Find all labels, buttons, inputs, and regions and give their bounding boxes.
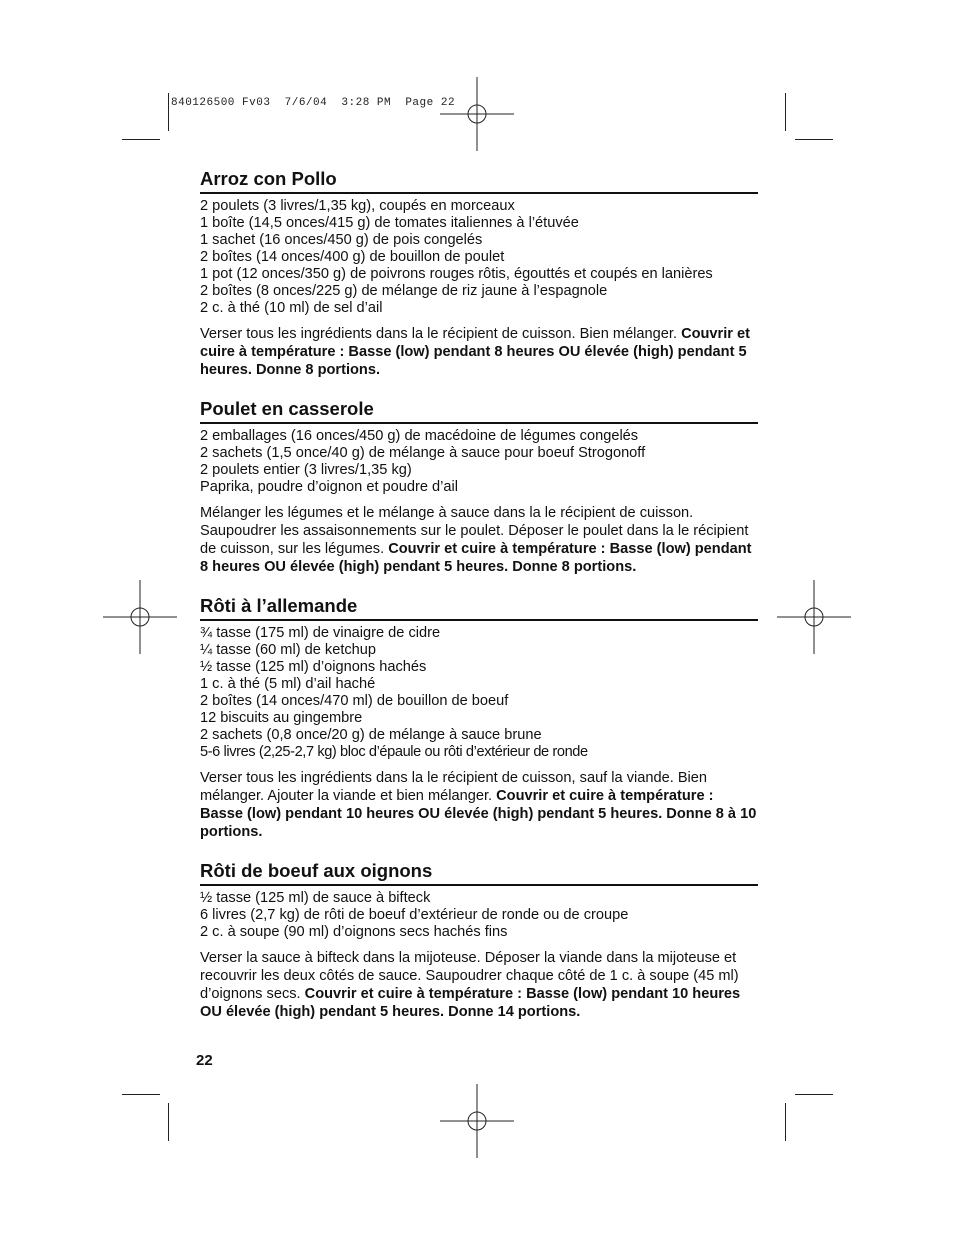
ingredient-item: 12 biscuits au gingembre bbox=[200, 710, 363, 726]
ingredient-item: 2 emballages (16 onces/450 g) de macédoine de légumes congelés bbox=[200, 428, 639, 444]
instruction-text: Verser tous les ingrédients dans la le récipient de cuisson. Bien mélanger. bbox=[200, 326, 682, 342]
crop-mark-top-left-horizontal bbox=[122, 139, 160, 140]
crop-mark-bottom-right-horizontal bbox=[795, 1094, 833, 1095]
ingredient-item: 2 boîtes (14 onces/400 g) de bouillon de poulet bbox=[200, 249, 505, 265]
ingredient-item: 2 c. à thé (10 ml) de sel d’ail bbox=[200, 300, 383, 316]
print-slug: 840126500 Fv03 7/6/04 3:28 PM Page 22 bbox=[171, 97, 456, 109]
ingredient-item: Paprika, poudre d’oignon et poudre d’ail bbox=[200, 479, 459, 495]
recipe-arroz-con-pollo bbox=[200, 168, 758, 379]
ingredient-item: ½ tasse (125 ml) de sauce à bifteck bbox=[200, 890, 431, 906]
cooking-directions: Couvrir et cuire à température : Basse (low) pendant 8 heures OU élevée (high) pendant 5 heures. Donne 8 portions. bbox=[200, 326, 750, 378]
cooking-directions: Couvrir et cuire à température : Basse (low) pendant 10 heures OU élevée (high) pendant 5 heures. Donne 14 portions. bbox=[200, 986, 741, 1020]
ingredient-item: ½ tasse (125 ml) d’oignons hachés bbox=[200, 659, 427, 675]
recipe-instructions bbox=[200, 504, 758, 576]
registration-mark-top-icon bbox=[440, 77, 514, 151]
ingredient-item: 2 boîtes (14 onces/470 ml) de bouillon de boeuf bbox=[200, 693, 509, 709]
crop-mark-top-right-horizontal bbox=[795, 139, 833, 140]
ingredient-list bbox=[200, 198, 758, 317]
ingredient-list bbox=[200, 890, 758, 941]
recipe-poulet-en-casserole bbox=[200, 398, 758, 576]
registration-mark-left-icon bbox=[103, 580, 177, 654]
instruction-text: Mélanger les légumes et le mélange à sauce dans la le récipient de cuisson. Saupoudrer les assaisonnements sur le poulet. Déposer le poulet dans la le récipient de cuisson, sur les légumes. bbox=[200, 505, 749, 557]
ingredient-item: 1 sachet (16 onces/450 g) de pois congelés bbox=[200, 232, 483, 248]
ingredient-item: 2 c. à soupe (90 ml) d’oignons secs hachés fins bbox=[200, 924, 508, 940]
registration-mark-right-icon bbox=[777, 580, 851, 654]
ingredient-item: 1 boîte (14,5 onces/415 g) de tomates italiennes à l’étuvée bbox=[200, 215, 579, 231]
recipe-page-content bbox=[200, 168, 758, 1040]
ingredient-item: ¾ tasse (175 ml) de vinaigre de cidre bbox=[200, 625, 441, 641]
ingredient-item: 6 livres (2,7 kg) de rôti de boeuf d’extérieur de ronde ou de croupe bbox=[200, 907, 629, 923]
ingredient-item: 2 sachets (1,5 once/40 g) de mélange à sauce pour boeuf Strogonoff bbox=[200, 445, 646, 461]
recipe-title: Rôti de boeuf aux oignons bbox=[200, 860, 758, 886]
recipe-title: Arroz con Pollo bbox=[200, 168, 758, 194]
instruction-text: Verser tous les ingrédients dans la le récipient de cuisson, sauf la viande. Bien mélanger. Ajouter la viande et bien mélanger. bbox=[200, 770, 708, 804]
instruction-text: Verser la sauce à bifteck dans la mijoteuse. Déposer la viande dans la mijoteuse et recouvrir les deux côtés de sauce. Saupoudrer chaque côté de 1 c. à soupe (45 ml) d’oignons secs. bbox=[200, 950, 739, 1002]
cooking-directions: Couvrir et cuire à température : Basse (low) pendant 10 heures OU élevée (high) pendant 5 heures. Donne 8 à 10 portions. bbox=[200, 788, 757, 840]
recipe-roti-boeuf-oignons bbox=[200, 860, 758, 1021]
recipe-instructions bbox=[200, 949, 758, 1021]
recipe-instructions bbox=[200, 769, 758, 841]
crop-mark-top-left-vertical bbox=[168, 93, 169, 131]
ingredient-item: 2 poulets (3 livres/1,35 kg), coupés en morceaux bbox=[200, 198, 515, 214]
ingredient-item: 1 c. à thé (5 ml) d’ail haché bbox=[200, 676, 376, 692]
recipe-instructions bbox=[200, 325, 758, 379]
ingredient-item: 2 sachets (0,8 once/20 g) de mélange à sauce brune bbox=[200, 727, 542, 743]
ingredient-item: 1 pot (12 onces/350 g) de poivrons rouges rôtis, égouttés et coupés en lanières bbox=[200, 266, 713, 282]
ingredient-item: 2 poulets entier (3 livres/1,35 kg) bbox=[200, 462, 412, 478]
ingredient-item: 2 boîtes (8 onces/225 g) de mélange de riz jaune à l’espagnole bbox=[200, 283, 608, 299]
ingredient-list bbox=[200, 625, 758, 761]
page-number: 22 bbox=[196, 1052, 213, 1069]
crop-mark-bottom-left-vertical bbox=[168, 1103, 169, 1141]
recipe-title: Rôti à l’allemande bbox=[200, 595, 758, 621]
crop-mark-bottom-right-vertical bbox=[785, 1103, 786, 1141]
crop-mark-bottom-left-horizontal bbox=[122, 1094, 160, 1095]
ingredient-list bbox=[200, 428, 758, 496]
recipe-title: Poulet en casserole bbox=[200, 398, 758, 424]
crop-mark-top-right-vertical bbox=[785, 93, 786, 131]
ingredient-item: 5-6 livres (2,25-2,7 kg) bloc d’épaule ou rôti d’extérieur de ronde bbox=[200, 744, 588, 760]
cooking-directions: Couvrir et cuire à température : Basse (low) pendant 8 heures OU élevée (high) pendant 5 heures. Donne 8 portions. bbox=[200, 541, 752, 575]
ingredient-item: ¼ tasse (60 ml) de ketchup bbox=[200, 642, 377, 658]
registration-mark-bottom-icon bbox=[440, 1084, 514, 1158]
recipe-roti-allemande bbox=[200, 595, 758, 841]
